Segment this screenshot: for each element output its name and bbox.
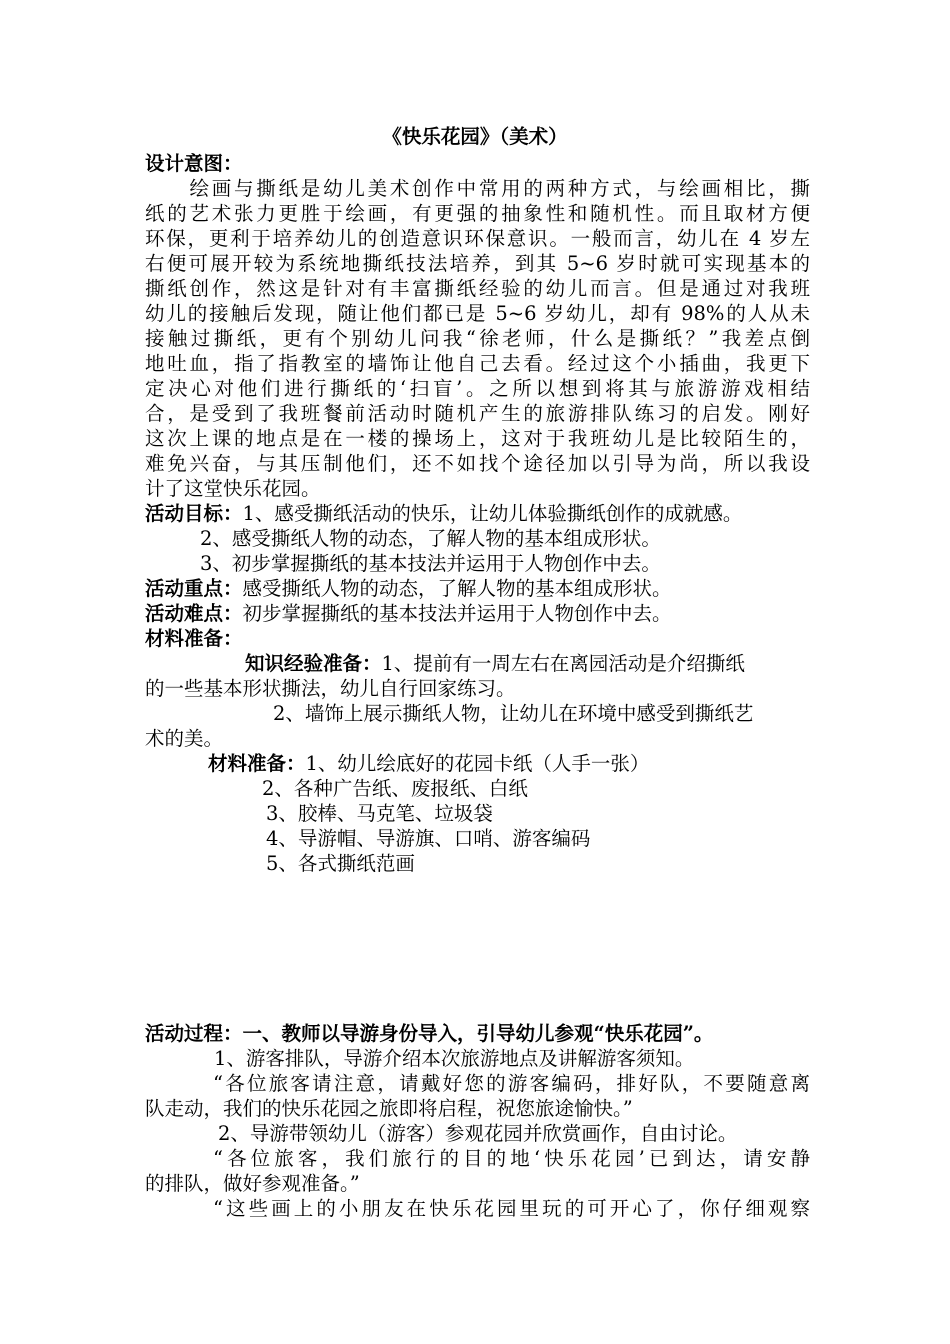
material-item: 1、幼儿绘底好的花园卡纸（人手一张） <box>305 752 650 775</box>
material-item: 3、胶棒、马克笔、垃圾袋 <box>266 802 493 825</box>
design-paragraph-line: 地吐血，指了指教室的墙饰让他自己去看。经过这个小插曲，我更下 <box>145 352 810 375</box>
knowledge-item: 2、墙饰上展示撕纸人物，让幼儿在环境中感受到撕纸艺 <box>273 702 754 725</box>
design-paragraph-line: 撕纸创作，然这是针对有丰富撕纸经验的幼儿而言。但是通过对我班 <box>145 277 810 300</box>
focus-label: 活动重点： <box>145 577 243 600</box>
material-item: 5、各式撕纸范画 <box>266 852 415 875</box>
design-heading: 设计意图： <box>145 152 243 175</box>
design-paragraph-line: 右便可展开较为系统地撕纸技法培养，到其 5~6 岁时就可实现基本的 <box>145 252 810 275</box>
design-paragraph-line: 计了这堂快乐花园。 <box>145 477 321 500</box>
design-paragraph-line: 接触过撕纸，更有个别幼儿问我“徐老师，什么是撕纸？”我差点倒 <box>145 327 810 350</box>
goals-label: 活动目标： <box>145 502 243 525</box>
knowledge-label: 知识经验准备： <box>245 652 382 675</box>
material-line <box>208 751 808 776</box>
document-title: 《快乐花园》（美术） <box>382 125 568 148</box>
process-line: “这些画上的小朋友在快乐花园里玩的可开心了，你仔细观察 <box>213 1197 810 1220</box>
materials-heading: 材料准备： <box>145 627 243 650</box>
process-line: 1、游客排队，导游介绍本次旅游地点及讲解游客须知。 <box>214 1047 695 1070</box>
focus-line <box>145 576 810 601</box>
design-paragraph-line: 定决心对他们进行撕纸的‘扫盲’。之所以想到将其与旅游游戏相结 <box>145 377 810 400</box>
design-paragraph-line: 合，是受到了我班餐前活动时随机产生的旅游排队练习的启发。刚好 <box>145 402 810 425</box>
knowledge-item: 的一些基本形状撕法，幼儿自行回家练习。 <box>145 677 516 700</box>
goal-item: 1、感受撕纸活动的快乐，让幼儿体验撕纸创作的成就感。 <box>242 502 743 525</box>
knowledge-item: 1、提前有一周左右在离园活动是介绍撕纸 <box>381 652 745 675</box>
goal-item: 3、初步掌握撕纸的基本技法并运用于人物创作中去。 <box>200 552 661 575</box>
goals-line <box>145 501 810 526</box>
process-heading: 活动过程：一、教师以导游身份导入，引导幼儿参观“快乐花园”。 <box>145 1022 714 1045</box>
difficulty-line <box>145 601 810 626</box>
knowledge-line <box>245 651 810 676</box>
process-line: 队走动，我们的快乐花园之旅即将启程，祝您旅途愉快。” <box>145 1097 633 1120</box>
design-paragraph-line: 环保，更利于培养幼儿的创造意识环保意识。一般而言，幼儿在 4 岁左 <box>145 227 810 250</box>
material-item: 4、导游帽、导游旗、口哨、游客编码 <box>266 827 591 850</box>
focus-text: 感受撕纸人物的动态，了解人物的基本组成形状。 <box>242 577 672 600</box>
material-item: 2、各种广告纸、废报纸、白纸 <box>262 777 528 800</box>
design-paragraph-line: 幼儿的接触后发现，随让他们都已是 5~6 岁幼儿，却有 98%的人从未 <box>145 302 810 325</box>
goal-item: 2、感受撕纸人物的动态，了解人物的基本组成形状。 <box>200 527 661 550</box>
design-paragraph-line: 难免兴奋，与其压制他们，还不如找个途径加以引导为尚，所以我设 <box>145 452 810 475</box>
process-line: “各位旅客，我们旅行的目的地‘快乐花园’已到达，请安静 <box>213 1147 810 1170</box>
difficulty-text: 初步掌握撕纸的基本技法并运用于人物创作中去。 <box>242 602 672 625</box>
knowledge-item: 术的美。 <box>145 727 224 750</box>
design-paragraph-line: 这次上课的地点是在一楼的操场上，这对于我班幼儿是比较陌生的， <box>145 427 810 450</box>
process-line: 2、导游带领幼儿（游客）参观花园并欣赏画作，自由讨论。 <box>218 1122 738 1145</box>
difficulty-label: 活动难点： <box>145 602 243 625</box>
design-paragraph-line: 绘画与撕纸是幼儿美术创作中常用的两种方式，与绘画相比，撕 <box>145 177 810 200</box>
material-label: 材料准备： <box>208 752 306 775</box>
process-line: “各位旅客请注意，请戴好您的游客编码，排好队，不要随意离 <box>213 1072 810 1095</box>
process-line: 的排队，做好参观准备。” <box>145 1172 360 1195</box>
design-paragraph-line: 纸的艺术张力更胜于绘画，有更强的抽象性和随机性。而且取材方便 <box>145 202 810 225</box>
